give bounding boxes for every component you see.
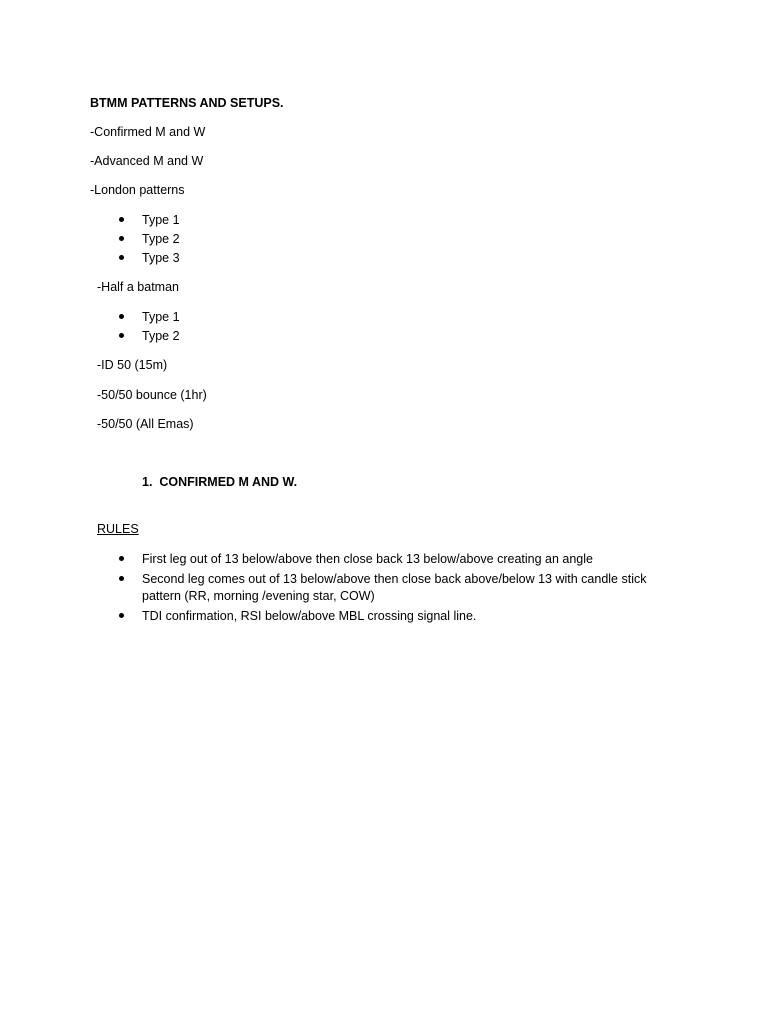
list-item-half-batman: -Half a batman (97, 280, 179, 294)
london-type-1: Type 1 (142, 213, 180, 227)
bullet-icon (119, 333, 124, 338)
list-item-london: -London patterns (90, 183, 185, 197)
list-item-id50: -ID 50 (15m) (97, 358, 168, 372)
half-batman-type-1: Type 1 (142, 310, 180, 324)
rule-item: TDI confirmation, RSI below/above MBL crossing signal line. (142, 609, 477, 623)
bullet-icon (119, 255, 124, 260)
list-item-advanced: -Advanced M and W (90, 154, 204, 168)
bullet-icon (119, 217, 124, 222)
bullet-icon (119, 613, 124, 618)
rules-label: RULES (97, 522, 139, 536)
london-type-3: Type 3 (142, 251, 180, 265)
rule-item: First leg out of 13 below/above then close back 13 below/above creating an angle (142, 552, 593, 566)
list-item-confirmed: -Confirmed M and W (90, 125, 206, 139)
bullet-icon (119, 314, 124, 319)
list-item-all-emas: -50/50 (All Emas) (97, 417, 194, 431)
list-item-bounce: -50/50 bounce (1hr) (97, 388, 207, 402)
rule-item: Second leg comes out of 13 below/above then close back above/below 13 with candle stick pattern (RR, morning /evening star, COW) (142, 572, 647, 603)
bullet-icon (119, 236, 124, 241)
london-type-2: Type 2 (142, 232, 180, 246)
half-batman-type-2: Type 2 (142, 329, 180, 343)
bullet-icon (119, 556, 124, 561)
section-title: 1. CONFIRMED M AND W. (142, 475, 298, 489)
bullet-icon (119, 576, 124, 581)
document-heading: BTMM PATTERNS AND SETUPS. (90, 96, 284, 110)
